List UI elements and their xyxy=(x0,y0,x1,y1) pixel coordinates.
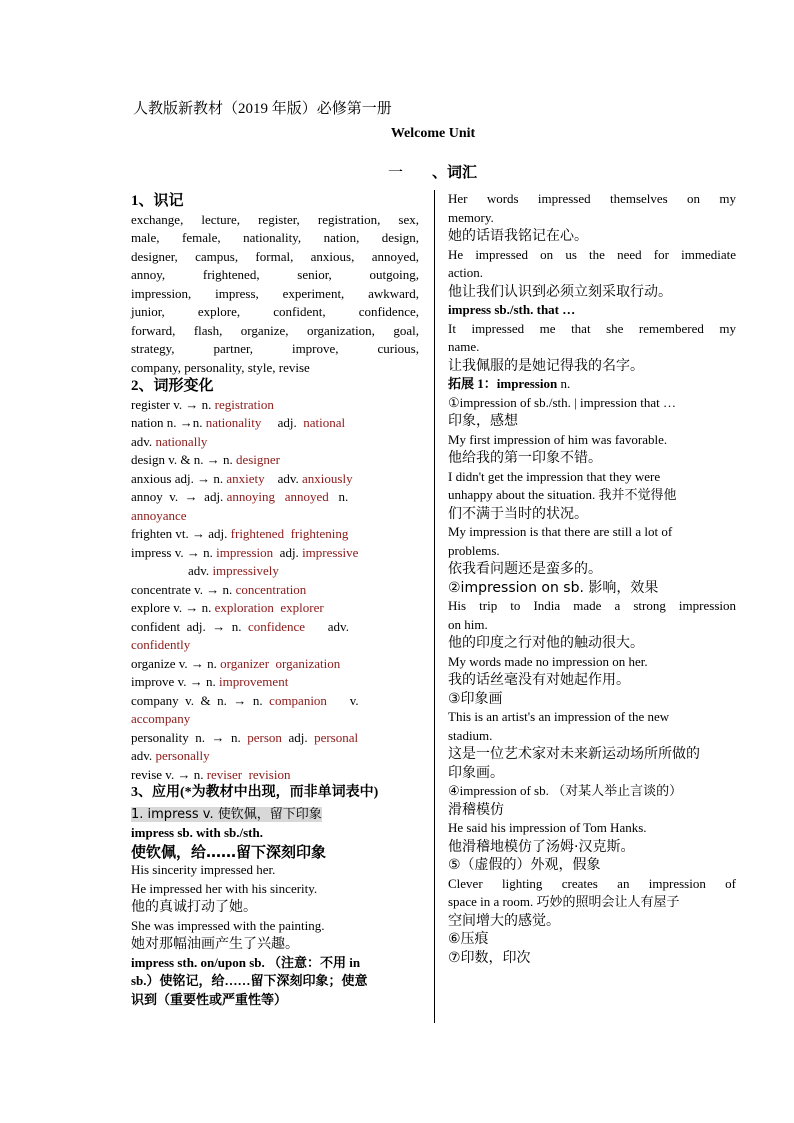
word-form-row: anxious adj. → n. anxiety adv. anxiously xyxy=(131,470,353,486)
example-sentence: He impressed her with his sincerity. xyxy=(131,880,318,896)
word-form-row: register v. → n. registration xyxy=(131,396,274,412)
word-list-line: annoy, frightened, senior, outgoing, xyxy=(131,267,419,282)
vocab-item-impress: 1. impress v. 使钦佩，留下印象 xyxy=(131,806,322,822)
subsection-title-forms: 2、词形变化 xyxy=(131,378,214,394)
section-label: 、词汇 xyxy=(432,165,478,181)
word-form-row: improve v. → n. improvement xyxy=(131,674,289,689)
example-sentence: My impression is that there are still a lot of xyxy=(448,524,673,539)
word-list-line: male, female, nationality, nation, design, xyxy=(131,230,419,245)
word-list-line: company, personality, style, revise xyxy=(131,359,310,375)
example-translation: 他的真诚打动了她。 xyxy=(131,899,257,915)
column-divider xyxy=(434,190,435,1023)
example-sentence: This is an artist's an impression of the new xyxy=(448,709,670,724)
word-form-row: frighten vt. → adj. frightened frightening xyxy=(131,526,349,541)
example-sentence: She was impressed with the painting. xyxy=(131,917,325,933)
word-form-row: accompany xyxy=(131,711,191,726)
word-form-row: company v. & n. → n. companion v. xyxy=(131,692,359,708)
subsection-title-usage: 3、应用(*为教材中出现，而非单词表中) xyxy=(131,785,379,800)
phrase-pattern: impress sth. on/upon sb. （注意：不用 in xyxy=(131,954,361,970)
example-sentence: He impressed on us the need for immediate xyxy=(448,246,736,262)
example-translation: 她对那幅油画产生了兴趣。 xyxy=(131,936,299,952)
meaning-item: ④impression of sb. （对某人举止言谈的） xyxy=(448,783,683,798)
example-sentence: name. xyxy=(448,339,480,354)
word-list-line: forward, flash, organize, organization, goal, xyxy=(131,322,419,338)
word-form-row: confidently xyxy=(131,637,191,652)
example-sentence: problems. xyxy=(448,542,500,558)
section-title xyxy=(388,161,477,182)
word-form-row: personality n. → n. person adj. personal xyxy=(131,729,359,745)
example-translation: 空间增大的感觉。 xyxy=(448,912,560,929)
example-sentence: I didn't get the impression that they were xyxy=(448,468,661,484)
example-translation: 他给我的第一印象不错。 xyxy=(448,450,602,466)
meaning-item: ⑦印数，印次 xyxy=(448,949,531,966)
phrase-pattern: impress sb./sth. that … xyxy=(448,302,576,317)
meaning-translation: 印象，感想 xyxy=(448,413,518,429)
example-sentence: It impressed me that she remembered my xyxy=(448,320,736,336)
word-list-line: impression, impress, experiment, awkward, xyxy=(131,285,419,301)
right-column xyxy=(448,190,736,967)
example-sentence: Her words impressed themselves on my xyxy=(448,191,736,206)
word-form-row: annoy v. → adj. annoying annoyed n. xyxy=(131,489,349,504)
document-header: 人教版新教材（2019 年版）必修第一册 xyxy=(133,101,392,117)
word-form-row: adv. nationally xyxy=(131,433,208,449)
example-translation: 他滑稽地模仿了汤姆·汉克斯。 xyxy=(448,838,635,855)
subsection-title-memorize: 1、识记 xyxy=(131,193,184,209)
example-sentence: space in a room. 巧妙的照明会让人有屋子 xyxy=(448,894,680,909)
example-translation: 这是一位艺术家对未来新运动场所所做的 xyxy=(448,746,700,762)
meaning-item: ②impression on sb. 影响，效果 xyxy=(448,579,659,596)
meaning-item: ⑥压痕 xyxy=(448,931,489,947)
word-form-row: confident adj. → n. confidence adv. xyxy=(131,618,349,634)
word-form-row: impress v. → n. impression adj. impressive xyxy=(131,544,359,560)
word-list-line: strategy, partner, improve, curious, xyxy=(131,341,419,356)
phrase-pattern: 识到（重要性或严重性等） xyxy=(131,991,288,1007)
meaning-item: ⑤（虚假的）外观，假象 xyxy=(448,857,601,873)
example-translation: 依我看问题还是蛮多的。 xyxy=(448,561,602,577)
meaning-translation: 滑稽模仿 xyxy=(448,801,504,818)
example-sentence: stadium. xyxy=(448,727,493,743)
word-form-row: nation n. →n. nationality adj. national xyxy=(131,415,346,430)
section-number: 一 xyxy=(388,165,404,181)
word-form-row: revise v. → n. reviser revision xyxy=(131,766,291,782)
word-form-row: adv. personally xyxy=(131,748,210,763)
example-sentence: action. xyxy=(448,265,484,280)
word-form-row: annoyance xyxy=(131,507,187,523)
example-translation: 他的印度之行对他的触动很大。 xyxy=(448,635,644,651)
word-list-line: exchange, lecture, register, registration, sex, xyxy=(131,211,419,227)
left-column xyxy=(131,190,419,1009)
word-list-line: designer, campus, formal, anxious, annoyed, xyxy=(131,248,419,264)
example-sentence: His trip to India made a strong impression xyxy=(448,598,736,613)
example-translation: 我的话丝毫没有对她起作用。 xyxy=(448,672,630,688)
example-translation: 让我佩服的是她记得我的名字。 xyxy=(448,357,644,374)
example-translation: 们不满于当时的状况。 xyxy=(448,505,588,522)
phrase-pattern: impress sb. with sb./sth. xyxy=(131,825,263,840)
word-list-line: junior, explore, confident, confidence, xyxy=(131,304,419,319)
word-form-row: organize v. → n. organizer organization xyxy=(131,655,341,671)
example-sentence: My words made no impression on her. xyxy=(448,653,648,669)
example-sentence: Clever lighting creates an impression of xyxy=(448,875,736,891)
example-sentence: He said his impression of Tom Hanks. xyxy=(448,820,647,835)
word-form-row: design v. & n. → n. designer xyxy=(131,452,281,467)
example-translation: 她的话语我铭记在心。 xyxy=(448,228,588,244)
word-form-row: explore v. → n. exploration explorer xyxy=(131,600,324,615)
example-sentence: My first impression of him was favorable. xyxy=(448,431,668,447)
extension-title: 拓展 1：impression n. xyxy=(448,376,571,391)
meaning-item: ③印象画 xyxy=(448,690,503,707)
phrase-meaning: 使钦佩，给……留下深刻印象 xyxy=(131,842,327,861)
example-sentence: unhappy about the situation. 我并不觉得他 xyxy=(448,487,677,502)
example-sentence: His sincerity impressed her. xyxy=(131,862,276,877)
example-sentence: memory. xyxy=(448,209,494,225)
example-sentence: on him. xyxy=(448,616,488,632)
meaning-item: ①impression of sb./sth. | impression that … xyxy=(448,394,677,410)
word-form-row: adv. impressively xyxy=(188,563,279,578)
phrase-pattern: sb.）使铭记，给……留下深刻印象；使意 xyxy=(131,973,368,988)
word-form-row: concentrate v. → n. concentration xyxy=(131,581,307,597)
example-translation: 印象画。 xyxy=(448,764,504,781)
unit-title: Welcome Unit xyxy=(390,126,476,141)
example-translation: 他让我们认识到必须立刻采取行动。 xyxy=(448,283,672,300)
